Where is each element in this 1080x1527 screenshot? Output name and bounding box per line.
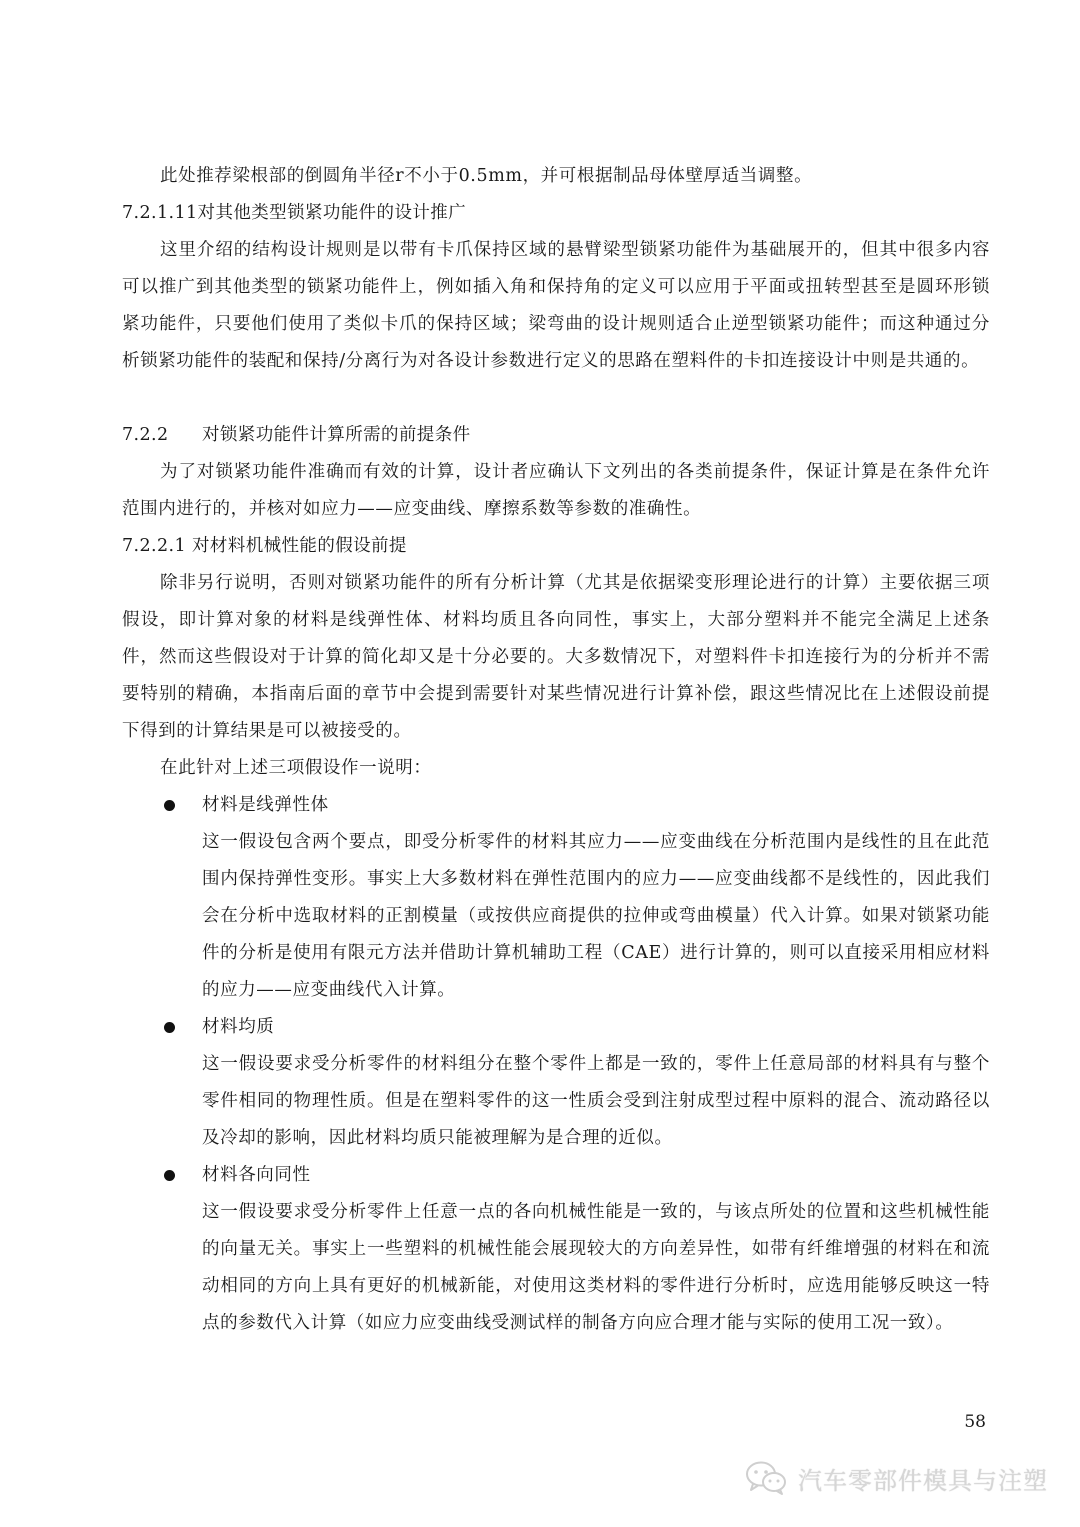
watermark-text: 汽车零部件模具与注塑: [798, 1466, 1048, 1495]
document-body: [122, 158, 990, 1342]
list-item-title: 材料是线弹性体: [202, 795, 329, 815]
heading-text: 对锁紧功能件计算所需的前提条件: [202, 425, 471, 445]
heading-text: 7.2.1.11对其他类型锁紧功能件的设计推广: [122, 203, 467, 223]
list-item: [122, 787, 990, 1009]
bullet-icon: [164, 800, 175, 811]
bullet-icon: [164, 1170, 175, 1181]
paragraph-preconditions: 为了对锁紧功能件准确而有效的计算，设计者应确认下文列出的各类前提条件，保证计算是在条件允许范围内进行的，并核对如应力——应变曲线、摩擦系数等参数的准确性。: [122, 462, 990, 519]
wechat-icon: [744, 1460, 788, 1496]
watermark: [744, 1460, 1048, 1496]
heading-7-2-2: [122, 417, 990, 454]
list-item: [122, 1009, 990, 1157]
heading-text: 对材料机械性能的假设前提: [192, 536, 407, 556]
heading-7-2-1-11: [122, 195, 990, 232]
heading-7-2-2-1: [122, 528, 990, 565]
paragraph-design-generalization: 这里介绍的结构设计规则是以带有卡爪保持区域的悬臂梁型锁紧功能件为基础展开的，但其中很多内容可以推广到其他类型的锁紧功能件上，例如插入角和保持角的定义可以应用于平面或扭转型甚至是圆环形锁紧功能件，只要他们使用了类似卡爪的保持区域；梁弯曲的设计规则适合止逆型锁紧功能件；而这种通过分析锁紧功能件的装配和保持/分离行为对各设计参数进行定义的思路在塑料件的卡扣连接设计中则是共通的。: [122, 240, 990, 371]
list-item-body: 这一假设要求受分析零件上任意一点的各向机械性能是一致的，与该点所处的位置和这些机械性能的向量无关。事实上一些塑料的机械性能会展现较大的方向差异性，如带有纤维增强的材料在和流动相同的方向上具有更好的机械新能，对使用这类材料的零件进行分析时，应选用能够反映这一特点的参数代入计算（如应力应变曲线受测试样的制备方向应合理才能与实际的使用工况一致）。: [202, 1202, 990, 1333]
list-item-body: 这一假设包含两个要点，即受分析零件的材料其应力——应变曲线在分析范围内是线性的且在此范围内保持弹性变形。事实上大多数材料在弹性范围内的应力——应变曲线都不是线性的，因此我们会在分析中选取材料的正割模量（或按供应商提供的拉伸或弯曲模量）代入计算。如果对锁紧功能件的分析是使用有限元方法并借助计算机辅助工程（CAE）进行计算的，则可以直接采用相应材料的应力——应变曲线代入计算。: [202, 832, 990, 1000]
paragraph-fillet-radius: 此处推荐梁根部的倒圆角半径r不小于0.5mm，并可根据制品母体壁厚适当调整。: [160, 166, 813, 186]
paragraph-list-intro: 在此针对上述三项假设作一说明：: [160, 758, 432, 778]
heading-number: 7.2.2: [122, 425, 169, 445]
list-item-body: 这一假设要求受分析零件的材料组分在整个零件上都是一致的，零件上任意局部的材料具有与整个零件相同的物理性质。但是在塑料零件的这一性质会受到注射成型过程中原料的混合、流动路径以及冷却的影响，因此材料均质只能被理解为是合理的近似。: [202, 1054, 990, 1148]
paragraph-material-assumptions: 除非另行说明，否则对锁紧功能件的所有分析计算（尤其是依据梁变形理论进行的计算）主要依据三项假设，即计算对象的材料是线弹性体、材料均质且各向同性，事实上，大部分塑料并不能完全满足上述条件，然而这些假设对于计算的简化却又是十分必要的。大多数情况下，对塑料件卡扣连接行为的分析并不需要特别的精确，本指南后面的章节中会提到需要针对某些情况进行计算补偿，跟这些情况比在上述假设前提下得到的计算结果是可以被接受的。: [122, 573, 990, 741]
list-item-title: 材料各向同性: [202, 1165, 311, 1185]
bullet-icon: [164, 1022, 175, 1033]
page-number: 58: [964, 1412, 986, 1432]
list-item-title: 材料均质: [202, 1017, 275, 1037]
list-item: [122, 1157, 990, 1342]
heading-number: 7.2.2.1: [122, 536, 187, 556]
